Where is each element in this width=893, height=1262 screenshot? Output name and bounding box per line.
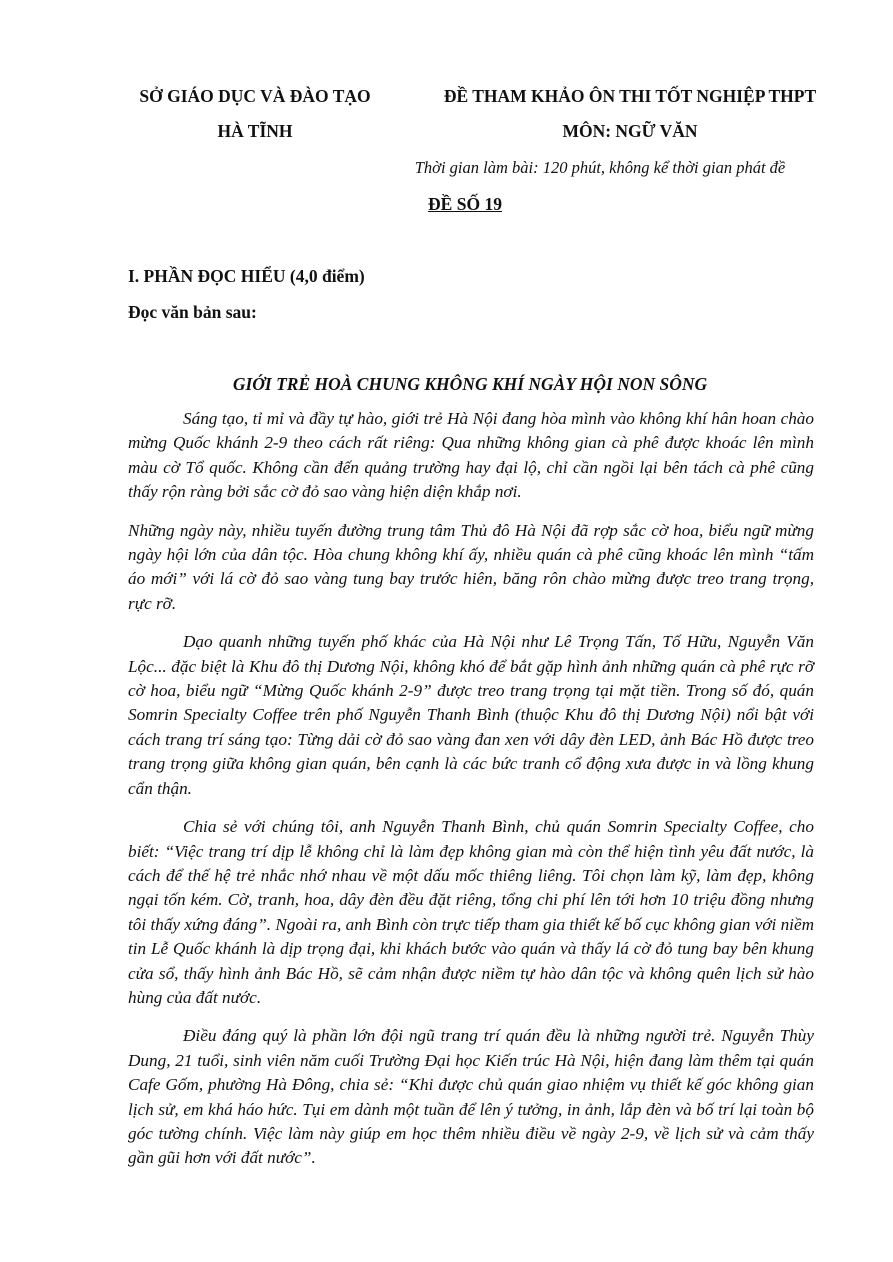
passage-paragraph-5: Điều đáng quý là phần lớn đội ngũ trang trí quán đều là những người trẻ. Nguyễn Thùy Dung, 21 tuổi, sinh viên năm cuối Trường Đại học Kiến trúc Hà Nội, hiện đang làm thêm tại quán Cafe Gốm, phường Hà Đông, chia sẻ: “Khi được chủ quán giao nhiệm vụ thiết kế góc không gian lịch sử, em khá háo hức. Tụi em dành một tuần để lên ý tưởng, in ảnh, lắp đèn và bố trí lại toàn bộ góc tường chính. Việc làm này giúp em học thêm nhiều điều về ngày 2-9, về lịch sử và cảm thấy gần gũi hơn với đất nước”. (128, 1026, 814, 1168)
passage-paragraph-3: Dạo quanh những tuyến phố khác của Hà Nội như Lê Trọng Tấn, Tố Hữu, Nguyễn Văn Lộc... đặc biệt là Khu đô thị Dương Nội, không khó để bắt gặp hình ảnh những quán cà phê rực rỡ cờ hoa, biểu ngữ “Mừng Quốc khánh 2-9” được treo trang trọng tại mặt tiền. Trong số đó, quán Somrin Specialty Coffee trên phố Nguyễn Thanh Bình (thuộc Khu đô thị Dương Nội) nổi bật với cách trang trí sáng tạo: Từng dải cờ đỏ sao vàng đan xen với dây đèn LED, ảnh Bác Hồ được treo trang trọng giữa không gian quán, bên cạnh là các bức tranh cổ động xưa được in và lồng khung cẩn thận. (128, 632, 814, 798)
subject-name: MÔN: NGỮ VĂN (562, 121, 698, 141)
time-note: Thời gian làm bài: 120 phút, không kể thời gian phát đề (414, 158, 786, 177)
exam-number: ĐỀ SỐ 19 (428, 194, 502, 214)
passage-paragraph-1: Sáng tạo, tỉ mỉ và đầy tự hào, giới trẻ Hà Nội đang hòa mình vào không khí hân hoan chào mừng Quốc khánh 2-9 theo cách rất riêng: Qua những không gian cà phê được khoác lên mình màu cờ Tổ quốc. Không cần đến quảng trường hay đại lộ, chỉ cần ngồi lại bên tách cà phê cũng thấy rộn ràng bởi sắc cờ đỏ sao vàng hiện diện khắp nơi. (128, 409, 814, 502)
passage-body (128, 407, 814, 1185)
reading-instruction: Đọc văn bản sau: (128, 302, 257, 322)
passage-paragraph-4: Chia sẻ với chúng tôi, anh Nguyễn Thanh Bình, chủ quán Somrin Specialty Coffee, cho biết: “Việc trang trí dịp lễ không chỉ là làm đẹp không gian mà còn thể hiện tình yêu đất nước, là cách để thế hệ trẻ nhắc nhớ nhau về một dấu mốc thiêng liêng. Tôi chọn làm kỹ, làm đẹp, không ngại tốn kém. Cờ, tranh, hoa, dây đèn đều đặt riêng, tổng chi phí lên tới hơn 10 triệu đồng nhưng tôi thấy xứng đáng”. Ngoài ra, anh Bình còn trực tiếp tham gia thiết kế bố cục không gian với niềm tin Lễ Quốc khánh là dịp trọng đại, khi khách bước vào quán và thấy lá cờ đỏ tung bay bên khung cửa sổ, thấy hình ảnh Bác Hồ, sẽ cảm nhận được niềm tự hào dân tộc và không quên lịch sử hào hùng của đất nước. (128, 817, 814, 1007)
department-name: SỞ GIÁO DỤC VÀ ĐÀO TẠO (139, 86, 371, 106)
exam-title: ĐỀ THAM KHẢO ÔN THI TỐT NGHIỆP THPT (443, 86, 817, 106)
section-heading: I. PHẦN ĐỌC HIỂU (4,0 điểm) (128, 266, 365, 286)
province-name: HÀ TĨNH (217, 121, 293, 141)
passage-paragraph-2: Những ngày này, nhiều tuyến đường trung tâm Thủ đô Hà Nội đã rợp sắc cờ hoa, biểu ngữ mừng ngày hội lớn của dân tộc. Hòa chung không khí ấy, nhiều quán cà phê cũng khoác lên mình “tấm áo mới” với lá cờ đỏ sao vàng tung bay trước hiên, băng rôn chào mừng được treo trang trọng, rực rỡ. (128, 520, 814, 613)
passage-title: GIỚI TRẺ HOÀ CHUNG KHÔNG KHÍ NGÀY HỘI NON SÔNG (232, 374, 708, 394)
